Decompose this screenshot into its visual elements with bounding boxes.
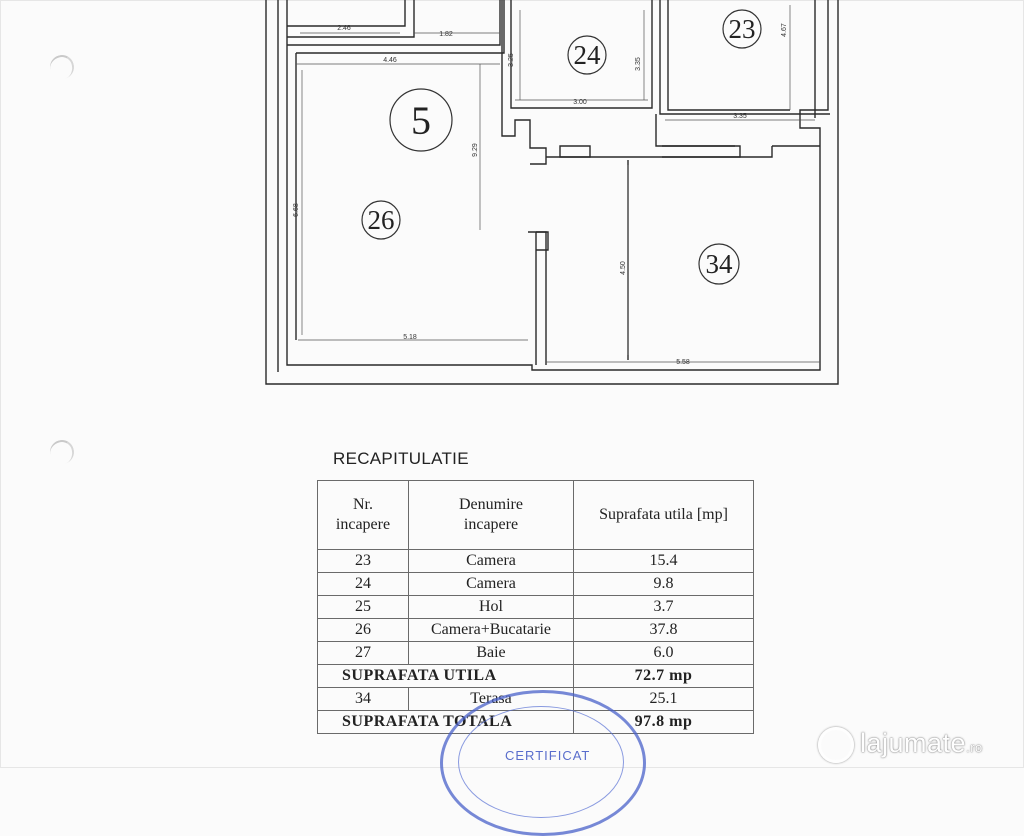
table-row xyxy=(318,596,754,619)
dimension-label: 1.82 xyxy=(439,31,453,38)
col-header-suprafata: Suprafata utila [mp] xyxy=(574,481,754,550)
cell-suprafata: 9.8 xyxy=(574,573,754,596)
col-header-denumire: Denumire incapere xyxy=(409,481,574,550)
table-row xyxy=(318,665,754,688)
cell-suprafata: 3.7 xyxy=(574,596,754,619)
col-header-nr: Nr. incapere xyxy=(318,481,409,550)
dimension-label: 3.35 xyxy=(635,57,642,71)
cell-nr: 26 xyxy=(318,619,409,642)
dimension-label: 5.18 xyxy=(403,334,417,341)
watermark-brand: lajumate xyxy=(860,728,967,758)
watermark-tld: .ro xyxy=(966,740,983,755)
dimension-label: 3.00 xyxy=(573,99,587,106)
cell-suprafata: 15.4 xyxy=(574,550,754,573)
recap-title: RECAPITULATIE xyxy=(333,449,469,468)
cell-denumire: Terasa xyxy=(409,688,574,711)
dimension-label: 4.46 xyxy=(383,57,397,64)
dimension-label: 3.35 xyxy=(733,113,747,120)
table-row xyxy=(318,550,754,573)
table-row xyxy=(318,573,754,596)
room-number-label: 26 xyxy=(367,205,395,235)
cell-nr: 24 xyxy=(318,573,409,596)
cell-suprafata: 6.0 xyxy=(574,642,754,665)
room-number-label: 23 xyxy=(728,14,756,44)
cell-total-label: SUPRAFATA TOTALA xyxy=(318,711,574,734)
dimension-label: 3.25 xyxy=(508,53,515,67)
cell-denumire: Hol xyxy=(409,596,574,619)
dimension-label: 2.46 xyxy=(337,25,351,32)
cell-nr: 23 xyxy=(318,550,409,573)
table-row xyxy=(318,619,754,642)
watermark xyxy=(820,728,983,759)
unit-number-label: 5 xyxy=(411,98,431,143)
cell-subtotal-label: SUPRAFATA UTILA xyxy=(318,665,574,688)
cell-denumire: Camera+Bucatarie xyxy=(409,619,574,642)
table-header-row xyxy=(318,481,754,550)
room-number-label: 34 xyxy=(705,249,733,279)
cell-denumire: Camera xyxy=(409,550,574,573)
table-row xyxy=(318,642,754,665)
cell-suprafata: 37.8 xyxy=(574,619,754,642)
cell-denumire: Camera xyxy=(409,573,574,596)
dimension-label: 5.58 xyxy=(676,359,690,366)
cell-nr: 34 xyxy=(318,688,409,711)
dimension-label: 4.67 xyxy=(781,23,788,37)
cell-total-value: 97.8 mp xyxy=(574,711,754,734)
dimension-label: 9.29 xyxy=(472,143,479,157)
cell-suprafata: 25.1 xyxy=(574,688,754,711)
cell-nr: 25 xyxy=(318,596,409,619)
cell-nr: 27 xyxy=(318,642,409,665)
stamp-text: CERTIFICAT xyxy=(505,748,591,763)
dimension-label: 4.50 xyxy=(620,261,627,275)
dimension-label: 6.68 xyxy=(293,203,300,217)
room-number-label: 24 xyxy=(573,40,601,70)
cell-subtotal-value: 72.7 mp xyxy=(574,665,754,688)
cell-denumire: Baie xyxy=(409,642,574,665)
outer-frame xyxy=(266,0,838,384)
